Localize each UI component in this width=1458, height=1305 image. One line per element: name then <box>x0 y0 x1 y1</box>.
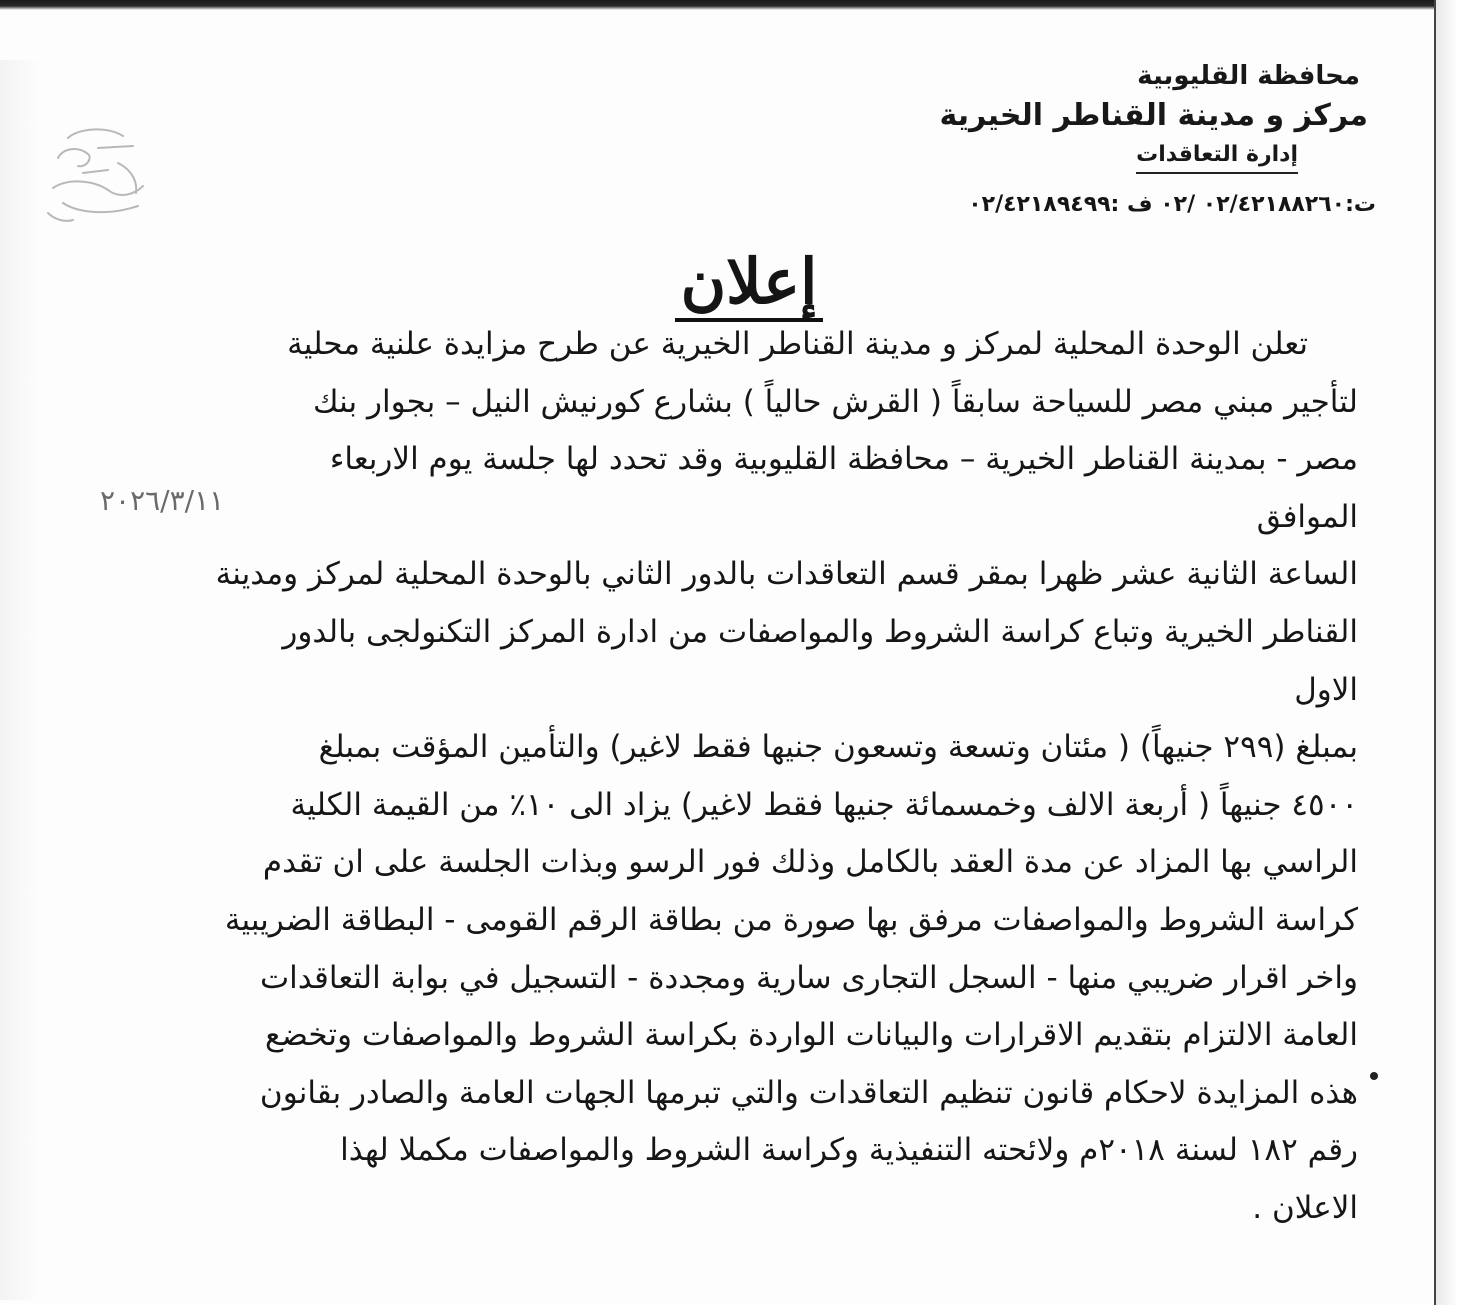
body-line: الاول <box>1294 671 1358 708</box>
announcement-body <box>40 316 1358 1238</box>
body-line: هذه المزايدة لاحكام قانون تنظيم التعاقدات والتي تبرمها الجهات العامة والصادر بقانون <box>259 1074 1358 1111</box>
announcement-title: إعلان <box>675 246 824 322</box>
ink-dot <box>1370 1072 1378 1080</box>
body-line: كراسة الشروط والمواصفات مرفق بها صورة من بطاقة الرقم القومى - البطاقة الضريبية <box>224 901 1358 938</box>
body-line: الراسي بها المزاد عن مدة العقد بالكامل وذلك فور الرسو وبذات الجلسة على ان تقدم <box>262 844 1358 881</box>
scan-right-edge <box>1434 0 1458 1305</box>
city-center-name: مركز و مدينة القناطر الخيرية <box>939 98 1368 133</box>
governorate-name: محافظة القليوبية <box>1137 61 1360 91</box>
body-line: تعلن الوحدة المحلية لمركز و مدينة القناطر الخيرية عن طرح مزايدة علنية محلية <box>287 326 1308 362</box>
body-line: واخر اقرار ضريبي منها - السجل التجارى سارية ومجددة - التسجيل في بوابة التعاقدات <box>259 959 1358 996</box>
body-line: العامة الالتزام بتقديم الاقرارات والبيانات الواردة بكراسة الشروط والمواصفات وتخضع <box>264 1017 1358 1054</box>
body-line: بمبلغ (٢٩٩ جنيهاً) ( مئتان وتسعة وتسعون جنيها فقط لاغير) والتأمين المؤقت بمبلغ <box>318 729 1358 766</box>
body-line: القناطر الخيرية وتباع كراسة الشروط والمواصفات من ادارة المركز التكنولجى بالدور <box>282 613 1358 650</box>
body-line: الساعة الثانية عشر ظهرا بمقر قسم التعاقدات بالدور الثاني بالوحدة المحلية لمركز ومدينة <box>215 556 1358 593</box>
body-line: ٤٥٠٠ جنيهاً ( أربعة الالف وخمسمائة جنيها فقط لاغير) يزاد الى ١٠٪ من القيمة الكلية <box>290 786 1358 823</box>
faded-stamp-icon <box>38 118 158 233</box>
announcement-title-wrap <box>0 246 1458 322</box>
department-name: إدارة التعاقدات <box>1136 138 1298 174</box>
scan-top-edge <box>0 0 1458 10</box>
body-line: الاعلان . <box>1252 1189 1358 1226</box>
document-header <box>668 58 1368 174</box>
body-line: رقم ١٨٢ لسنة ٢٠١٨م ولائحته التنفيذية وكراسة الشروط والمواصفات مكملا لهذا <box>340 1132 1358 1169</box>
handwritten-date: ٢٠٢٦/٣/١١ <box>100 484 225 517</box>
body-line: الموافق <box>1256 498 1358 535</box>
body-line: مصر - بمدينة القناطر الخيرية – محافظة القليوبية وقد تحدد لها جلسة يوم الاربعاء <box>329 441 1358 478</box>
phone-fax-line: ت:٠٢/٤٢١٨٨٢٦٠ /٠٢ ف :٠٢/٤٢١٨٩٤٩٩ <box>968 192 1376 217</box>
body-line: لتأجير مبني مصر للسياحة سابقاً ( القرش حالياً ) بشارع كورنيش النيل – بجوار بنك <box>313 383 1358 420</box>
